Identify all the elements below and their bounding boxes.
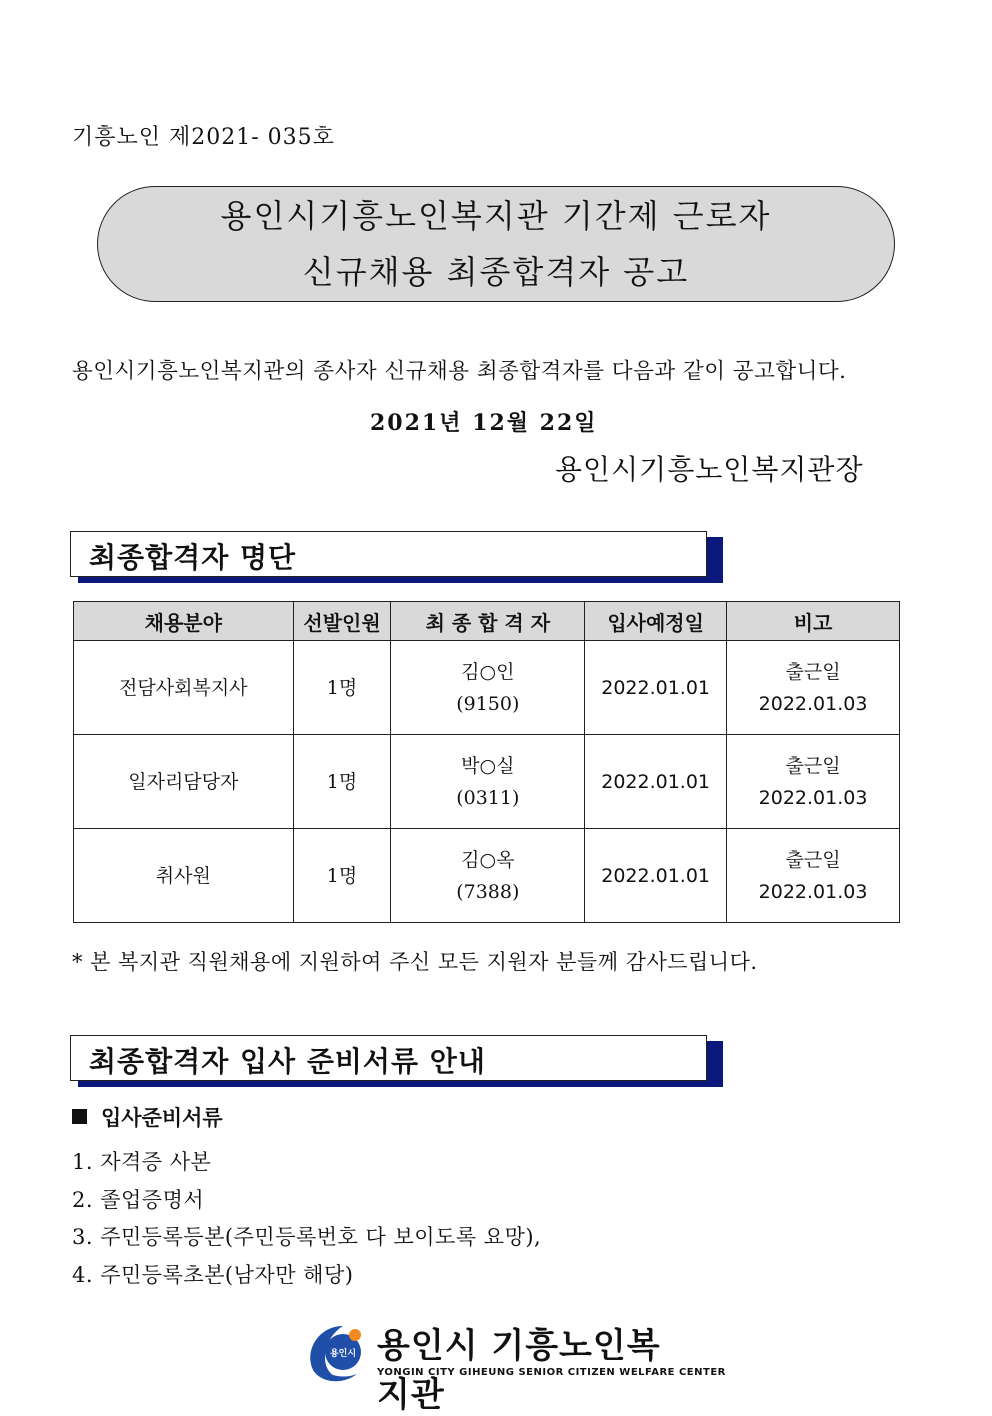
section-title: 최종합격자 명단: [89, 541, 297, 574]
cell-candidate: [391, 735, 585, 829]
remark-label: 출근일: [785, 754, 841, 777]
thank-you-note: * 본 복지관 직원채용에 지원하여 주신 모든 지원자 분들께 감사드립니다.: [72, 950, 758, 974]
welfare-center-logo: [303, 1318, 726, 1415]
candidate-name: 박○실: [461, 754, 515, 777]
signer-name: 용인시기흥노인복지관장: [555, 453, 864, 486]
cell-count: 1명: [293, 641, 391, 735]
remark-label: 출근일: [785, 660, 841, 683]
cell-remarks: [727, 735, 900, 829]
list-item: 2. 졸업증명서: [72, 1187, 205, 1212]
cell-field: 취사원: [74, 829, 294, 923]
section-header-final-list: [70, 531, 723, 583]
list-item: 4. 주민등록초본(남자만 해당): [72, 1262, 354, 1287]
section-box: [70, 1035, 707, 1081]
table-header-row: [74, 602, 900, 641]
remark-date: 2022.01.03: [758, 880, 868, 903]
cell-start-date: 2022.01.01: [585, 641, 727, 735]
cell-remarks: [727, 641, 900, 735]
candidate-code: (9150): [456, 692, 520, 715]
header-start-date: 입사예정일: [585, 602, 727, 641]
candidate-code: (0311): [456, 786, 520, 809]
final-candidates-table: [73, 601, 900, 923]
documents-list: [72, 1144, 541, 1294]
list-item: 3. 주민등록등본(주민등록번호 다 보이도록 요망),: [72, 1225, 542, 1249]
candidate-code: (7388): [456, 880, 520, 903]
table-row: [74, 735, 900, 829]
cell-start-date: 2022.01.01: [585, 829, 727, 923]
square-bullet-icon: [72, 1109, 87, 1124]
cell-count: 1명: [293, 829, 391, 923]
remark-date: 2022.01.03: [758, 692, 868, 715]
intro-text: 용인시기흥노인복지관의 종사자 신규채용 최종합격자를 다음과 같이 공고합니다.: [72, 359, 847, 384]
cell-candidate: [391, 641, 585, 735]
cell-count: 1명: [293, 735, 391, 829]
documents-subheading-text: 입사준비서류: [101, 1106, 223, 1130]
cell-candidate: [391, 829, 585, 923]
header-field: 채용분야: [74, 602, 294, 641]
table-row: [74, 829, 900, 923]
section-box: [70, 531, 707, 577]
list-item: 1. 자격증 사본: [72, 1150, 212, 1174]
candidate-name: 김○인: [461, 660, 515, 683]
cell-field: 전담사회복지사: [74, 641, 294, 735]
documents-subheading: [72, 1102, 223, 1132]
section-header-documents: [70, 1035, 723, 1087]
header-count: 선발인원: [293, 602, 391, 641]
announcement-date: 2021년 12월 22일: [370, 410, 598, 436]
table-row: [74, 641, 900, 735]
logo-emblem-icon: [303, 1318, 375, 1388]
cell-remarks: [727, 829, 900, 923]
section-title: 최종합격자 입사 준비서류 안내: [89, 1045, 486, 1078]
remark-date: 2022.01.03: [758, 786, 868, 809]
logo-name: 용인시 기흥노인복지관: [377, 1326, 661, 1415]
title-banner: [97, 186, 895, 302]
candidate-name: 김○옥: [461, 848, 515, 871]
remark-label: 출근일: [785, 848, 841, 871]
header-candidate: 최 종 합 격 자: [391, 602, 585, 641]
logo-subtitle: YONGIN CITY GIHEUNG SENIOR CITIZEN WELFARE CENTER: [377, 1367, 726, 1378]
document-number: 기흥노인 제2021- 035호: [72, 125, 335, 150]
header-remarks: 비고: [727, 602, 900, 641]
cell-start-date: 2022.01.01: [585, 735, 727, 829]
title-line-1: 용인시기흥노인복지관 기간제 근로자: [220, 197, 772, 235]
cell-field: 일자리담당자: [74, 735, 294, 829]
title-line-2: 신규채용 최종합격자 공고: [302, 253, 690, 291]
emblem-text: 용인시: [329, 1349, 357, 1359]
